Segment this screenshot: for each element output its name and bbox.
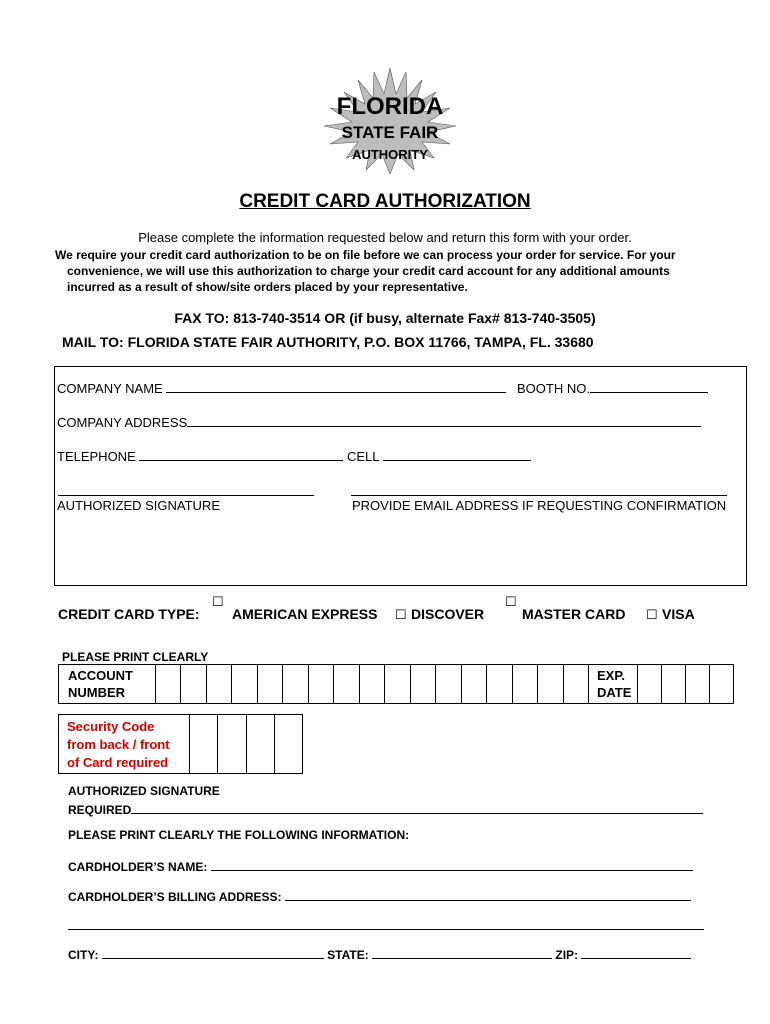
- account-digit-cell[interactable]: [206, 665, 231, 703]
- company-name-field[interactable]: [166, 379, 506, 393]
- cardholder-name-label: CARDHOLDER’S NAME:: [68, 860, 208, 874]
- mail-instructions: MAIL TO: FLORIDA STATE FAIR AUTHORITY, P.O. BOX 11766, TAMPA, FL. 33680: [62, 334, 594, 350]
- authorized-signature-label: AUTHORIZED SIGNATURE: [57, 498, 220, 513]
- sunburst-logo-icon: [310, 66, 470, 176]
- city-field[interactable]: [102, 945, 324, 959]
- account-digit-cell[interactable]: [333, 665, 358, 703]
- account-label-line-1: ACCOUNT: [68, 668, 133, 683]
- account-digit-cell[interactable]: [155, 665, 180, 703]
- amex-checkbox[interactable]: ☐: [212, 594, 224, 609]
- exp-label-line-1: EXP.: [597, 668, 625, 683]
- company-address-field[interactable]: [187, 413, 701, 427]
- exp-digit-cell[interactable]: [685, 665, 709, 703]
- account-digit-cell[interactable]: [410, 665, 435, 703]
- email-label: PROVIDE EMAIL ADDRESS IF REQUESTING CONFIRMATION: [352, 498, 727, 513]
- print-following-label: PLEASE PRINT CLEARLY THE FOLLOWING INFORMATION:: [68, 828, 410, 842]
- security-digit-cell[interactable]: [274, 715, 302, 773]
- intro-text: Please complete the information requested below and return this form with your order.: [138, 230, 632, 245]
- telephone-field[interactable]: [139, 447, 343, 461]
- account-digit-cell[interactable]: [435, 665, 460, 703]
- exp-digit-cell[interactable]: [661, 665, 685, 703]
- security-line-3: of Card required: [67, 755, 169, 770]
- company-info-box: [54, 366, 747, 586]
- security-digit-cell[interactable]: [189, 715, 217, 773]
- logo-state-fair-text: STATE FAIR: [341, 123, 439, 142]
- logo-florida-text: FLORIDA: [336, 93, 444, 120]
- state-field[interactable]: [372, 945, 552, 959]
- account-digit-cell[interactable]: [486, 665, 511, 703]
- zip-field[interactable]: [581, 945, 691, 959]
- fax-instructions: FAX TO: 813-740-3514 OR (if busy, alternate Fax# 813-740-3505): [174, 310, 596, 326]
- email-line[interactable]: [351, 495, 727, 496]
- visa-label: VISA: [662, 606, 695, 622]
- security-digit-cell[interactable]: [246, 715, 274, 773]
- billing-address-field[interactable]: [285, 887, 691, 901]
- print-clearly-label: PLEASE PRINT CLEARLY: [62, 650, 209, 664]
- cardholder-name-field[interactable]: [211, 857, 693, 871]
- exp-digit-cell[interactable]: [709, 665, 733, 703]
- discover-label: DISCOVER: [411, 606, 485, 622]
- auth-signature-field[interactable]: [131, 800, 703, 814]
- security-line-1: Security Code: [67, 719, 155, 734]
- page-title: CREDIT CARD AUTHORIZATION: [239, 191, 531, 212]
- logo-authority-text: AUTHORITY: [352, 147, 428, 162]
- requirement-line-2: convenience, we will use this authorization to charge your credit card account for any additional amounts: [67, 264, 670, 278]
- auth-signature-label-2: REQUIRED: [68, 803, 132, 817]
- cell-field[interactable]: [383, 447, 531, 461]
- account-number-grid: [58, 664, 734, 704]
- account-digit-cell[interactable]: [282, 665, 307, 703]
- company-name-label: COMPANY NAME: [57, 381, 163, 396]
- exp-label-line-2: DATE: [597, 685, 632, 700]
- account-digit-cell[interactable]: [231, 665, 256, 703]
- booth-no-field[interactable]: [590, 379, 708, 393]
- company-address-label: COMPANY ADDRESS: [57, 415, 188, 430]
- state-label: STATE:: [327, 948, 369, 962]
- security-digit-cell[interactable]: [217, 715, 245, 773]
- billing-address-line-2[interactable]: [68, 929, 704, 930]
- cell-label: CELL: [347, 449, 380, 464]
- mastercard-label: MASTER CARD: [522, 606, 626, 622]
- amex-label: AMERICAN EXPRESS: [232, 606, 378, 622]
- account-number-cells: [155, 665, 589, 703]
- telephone-label: TELEPHONE: [57, 449, 136, 464]
- security-code-grid: [58, 714, 303, 774]
- account-digit-cell[interactable]: [359, 665, 384, 703]
- security-line-2: from back / front: [67, 737, 170, 752]
- authorized-signature-line[interactable]: [58, 495, 314, 496]
- requirement-line-1: We require your credit card authorization to be on file before we can process your order for service. For your: [55, 248, 676, 262]
- requirement-line-3: incurred as a result of show/site orders placed by your representative.: [67, 280, 468, 294]
- account-digit-cell[interactable]: [180, 665, 205, 703]
- account-label-line-2: NUMBER: [68, 685, 126, 700]
- city-label: CITY:: [68, 948, 99, 962]
- account-digit-cell[interactable]: [308, 665, 333, 703]
- account-digit-cell[interactable]: [512, 665, 537, 703]
- account-digit-cell[interactable]: [563, 665, 589, 703]
- exp-date-cells: [637, 665, 733, 703]
- account-digit-cell[interactable]: [257, 665, 282, 703]
- account-digit-cell[interactable]: [461, 665, 486, 703]
- account-digit-cell[interactable]: [537, 665, 562, 703]
- account-digit-cell[interactable]: [384, 665, 409, 703]
- card-type-label: CREDIT CARD TYPE:: [58, 606, 200, 622]
- mastercard-checkbox[interactable]: ☐: [505, 594, 517, 609]
- booth-no-label: BOOTH NO.: [517, 381, 590, 396]
- visa-checkbox[interactable]: ☐: [646, 607, 658, 622]
- florida-state-fair-logo: [310, 66, 470, 176]
- auth-signature-label-1: AUTHORIZED SIGNATURE: [68, 784, 220, 798]
- billing-address-label: CARDHOLDER’S BILLING ADDRESS:: [68, 890, 282, 904]
- security-code-label: [67, 718, 187, 772]
- exp-digit-cell[interactable]: [637, 665, 661, 703]
- discover-checkbox[interactable]: ☐: [395, 607, 407, 622]
- requirement-text: [55, 247, 735, 295]
- zip-label: ZIP:: [555, 948, 579, 962]
